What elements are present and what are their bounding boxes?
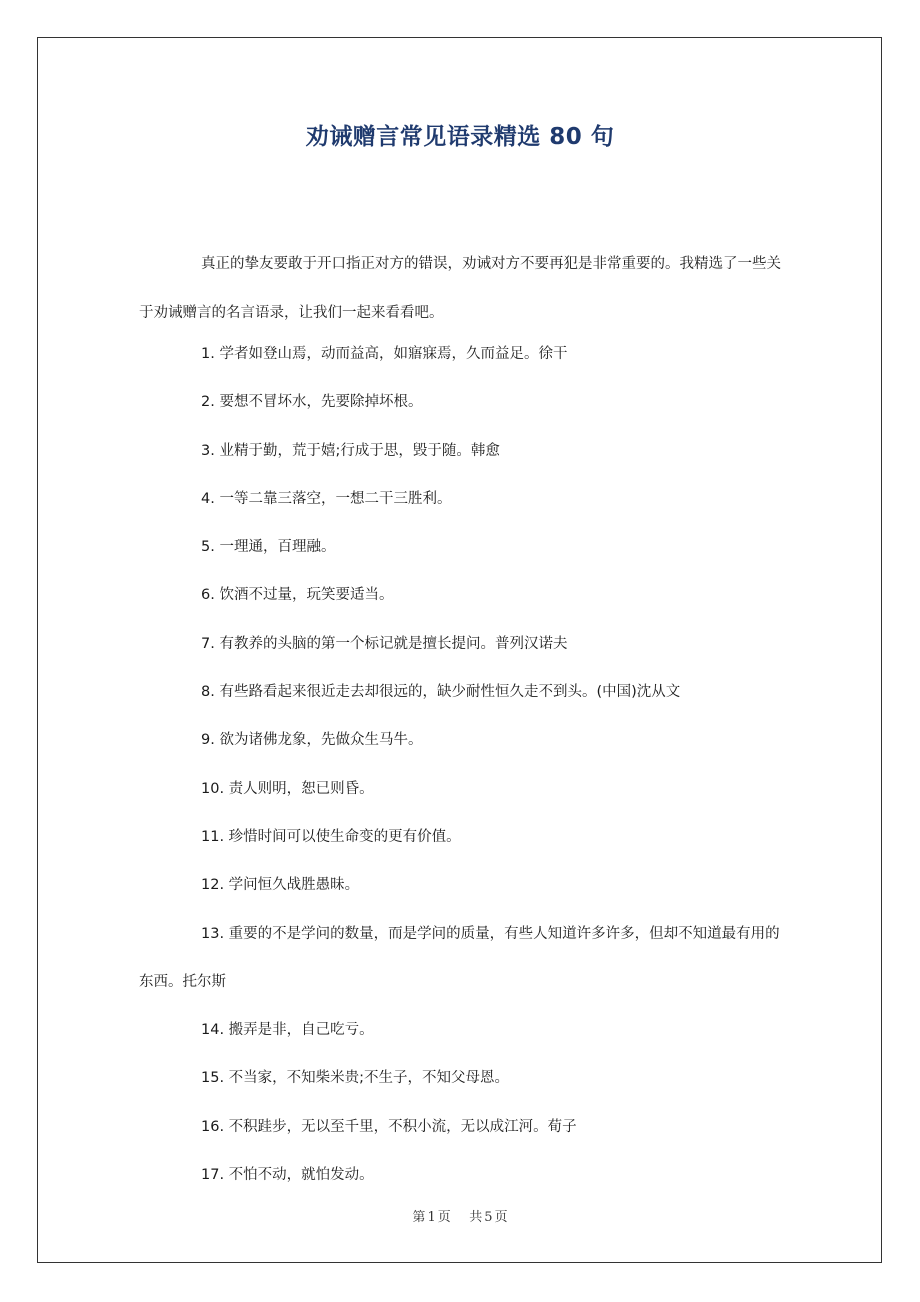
list-item: 16. 不积跬步，无以至千里，不积小流，无以成江河。荀子 — [201, 1118, 577, 1135]
list-item: 5. 一理通，百理融。 — [201, 539, 336, 556]
document-title: 劝诫赠言常见语录精选 80 句 — [305, 124, 615, 150]
list-item: 4. 一等二靠三落空，一想二干三胜利。 — [201, 490, 452, 507]
total-pages-number: 5 — [484, 1210, 493, 1225]
page-footer — [0, 1206, 920, 1225]
total-pages-prefix: 共 — [469, 1210, 483, 1225]
list-item: 7. 有教养的头脑的第一个标记就是擅长提问。普列汉诺夫 — [201, 635, 568, 652]
current-page-number: 1 — [427, 1210, 436, 1225]
list-item: 12. 学问恒久战胜愚昧。 — [201, 877, 360, 894]
page-number-suffix: 页 — [437, 1210, 451, 1225]
list-item: 11. 珍惜时间可以使生命变的更有价值。 — [201, 828, 461, 845]
list-item: 10. 责人则明，恕已则昏。 — [201, 780, 374, 797]
intro-paragraph: 真正的挚友要敢于开口指正对方的错误，劝诫对方不要再犯是非常重要的。我精选了一些关于劝诫赠言的名言语录，让我们一起来看看吧。 — [139, 256, 781, 321]
page-number-prefix: 第 — [412, 1210, 426, 1225]
list-item: 1. 学者如登山焉，动而益高，如寤寐焉，久而益足。徐干 — [201, 346, 568, 362]
quote-list — [139, 330, 789, 1199]
list-item: 15. 不当家，不知柴米贵;不生子，不知父母恩。 — [201, 1070, 510, 1087]
list-item: 14. 搬弄是非，自己吃亏。 — [201, 1022, 374, 1039]
list-item: 8. 有些路看起来很近走去却很远的，缺少耐性恒久走不到头。(中国)沈从文 — [201, 684, 681, 701]
list-item: 17. 不怕不动，就怕发动。 — [201, 1167, 374, 1184]
total-pages-suffix: 页 — [494, 1210, 508, 1225]
list-item: 2. 要想不冒坏水，先要除掉坏根。 — [201, 394, 423, 411]
list-item: 3. 业精于勤，荒于嬉;行成于思，毁于随。韩愈 — [201, 442, 500, 459]
list-item: 6. 饮酒不过量，玩笑要适当。 — [201, 587, 394, 604]
list-item: 13. 重要的不是学问的数量，而是学问的质量，有些人知道许多许多，但却不知道最有用的东西。托尔斯 — [139, 925, 780, 990]
list-item: 9. 欲为诸佛龙象，先做众生马牛。 — [201, 732, 423, 749]
